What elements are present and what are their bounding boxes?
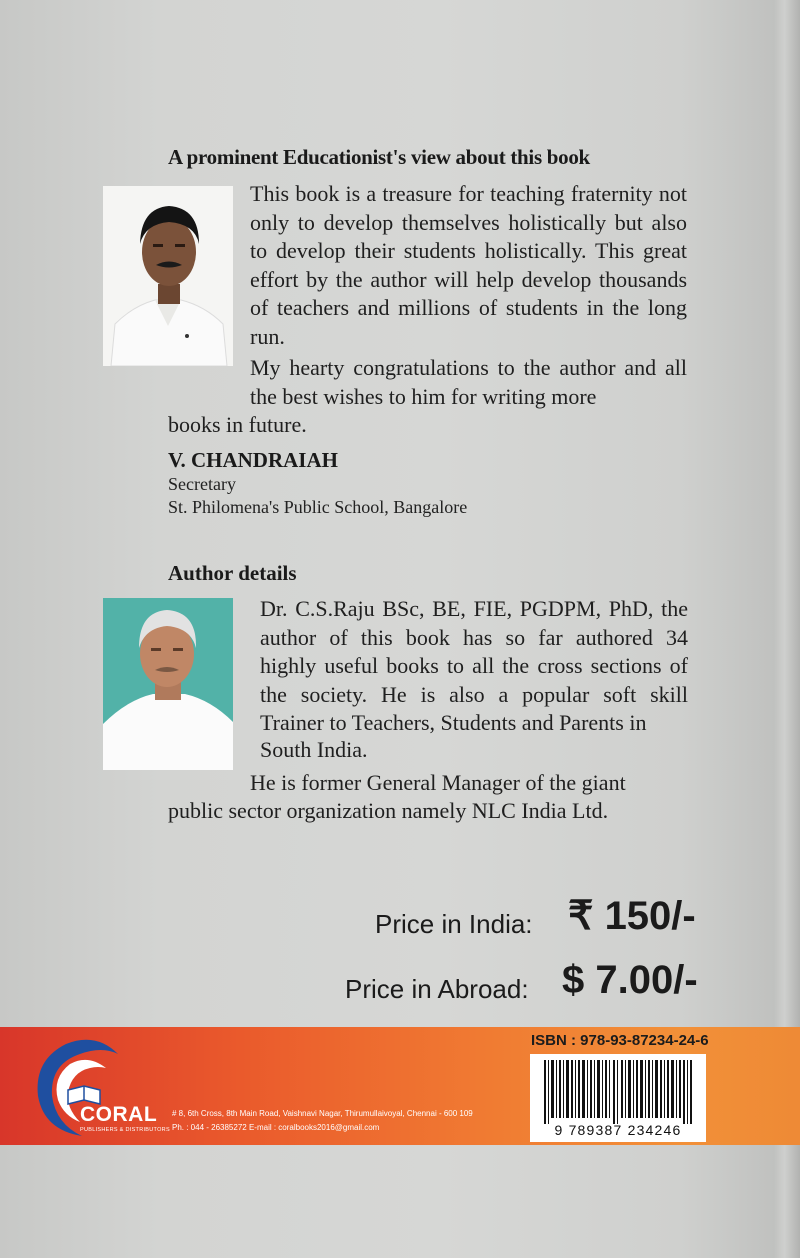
author-paragraph-1: Dr. C.S.Raju BSc, BE, FIE, PGDPM, PhD, the author of this book has so far authored 34 highly useful books to all the cross sections of the society. He is also a popular soft skill Trainer to Teachers, Students and Parents in (260, 596, 688, 735)
review-paragraph-1: This book is a treasure for teaching fraternity not only to develop themselves holistically but also to develop their students holistically. This great effort by the author will help develop thousands of teachers and millions of students in the long run. (250, 181, 687, 349)
barcode (530, 1054, 706, 1142)
barcode-digits: 9 789387 234246 (554, 1122, 682, 1138)
isbn-label: ISBN : 978-93-87234-24-6 (531, 1032, 709, 1049)
author-heading: Author details (168, 561, 297, 585)
reviewer-name: V. CHANDRAIAH (168, 448, 338, 472)
price-abroad-value: $ 7.00/- (562, 958, 698, 1002)
author-paragraph-1-end: South India. (260, 737, 368, 762)
price-india-value: ₹ 150/- (568, 894, 696, 938)
review-paragraph-2-end: books in future. (168, 412, 307, 437)
review-heading: A prominent Educationist's view about this book (168, 145, 590, 169)
author-paragraph-2: He is former General Manager of the giant (250, 770, 626, 795)
barcode-bars (530, 1054, 706, 1124)
author-photo (103, 598, 233, 770)
price-abroad-label: Price in Abroad: (345, 974, 529, 1004)
review-paragraph-2: My hearty congratulations to the author and all the best wishes to him for writing more (250, 355, 687, 409)
publisher-contact: Ph. : 044 - 26385272 E-mail : coralbooks2016@gmail.com (172, 1123, 380, 1132)
reviewer-school: St. Philomena's Public School, Bangalore (168, 497, 468, 517)
reviewer-role: Secretary (168, 474, 236, 494)
price-india-label: Price in India: (375, 909, 533, 939)
publisher-name: CORAL (80, 1103, 158, 1126)
publisher-address: # 8, 6th Cross, 8th Main Road, Vaishnavi Nagar, Thirumullaivoyal, Chennai - 600 109 (172, 1109, 473, 1118)
publisher-subtitle: PUBLISHERS & DISTRIBUTORS (80, 1127, 170, 1133)
author-paragraph-2-end: public sector organization namely NLC India Ltd. (168, 798, 609, 823)
reviewer-photo (103, 186, 233, 366)
